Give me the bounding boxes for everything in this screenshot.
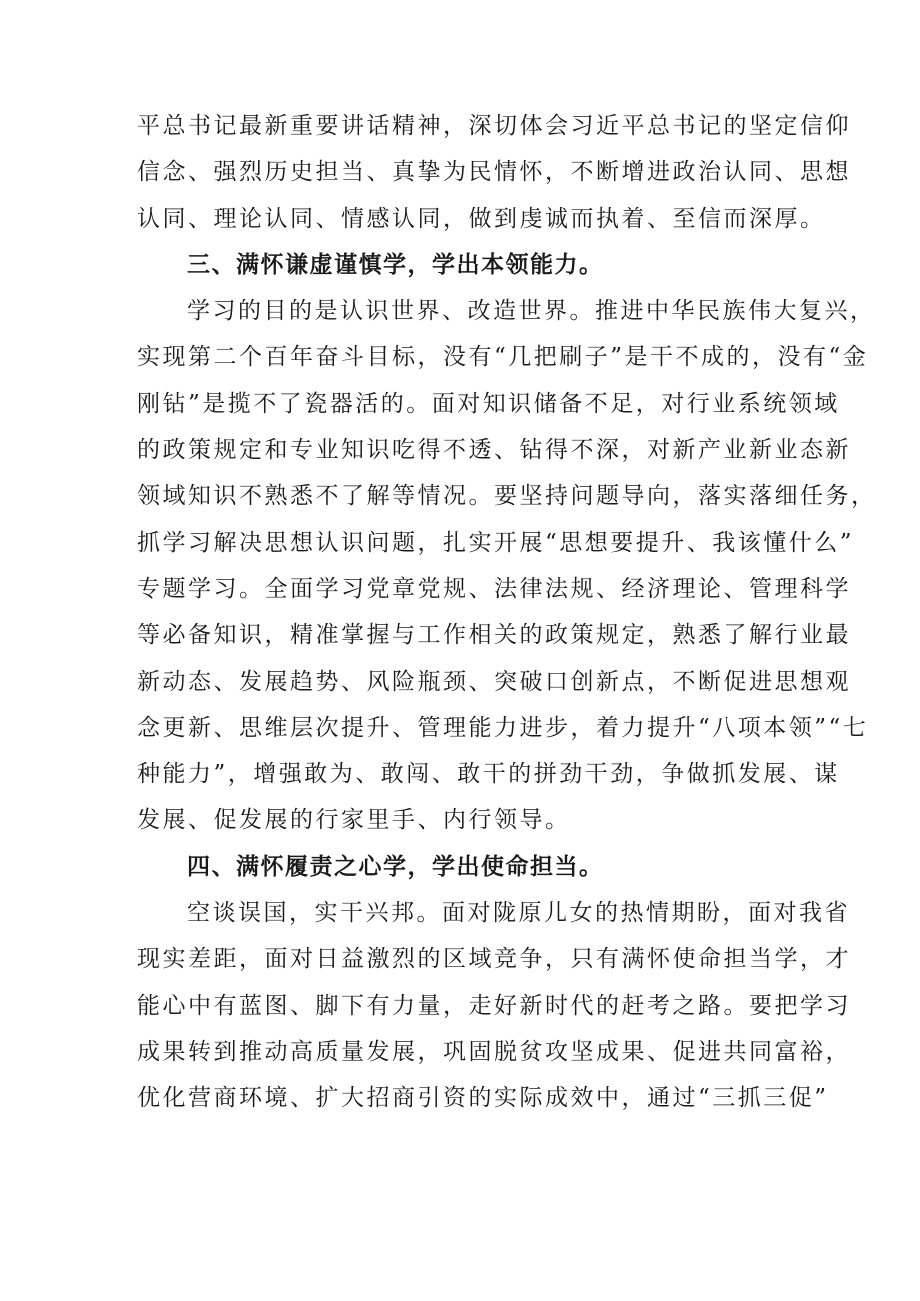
text-line: 刚钻”是揽不了瓷器活的。面对知识储备不足，对行业系统领域 (137, 390, 840, 417)
section-heading: 三、满怀谦虚谨慎学，学出本领能力。 (187, 251, 604, 278)
text-line: 信念、强烈历史担当、真挚为民情怀，不断增进政治认同、思想 (137, 159, 851, 186)
text-line: 种能力”，增强敢为、敢闯、敢干的拼劲干劲，争做抓发展、谋 (137, 761, 840, 788)
text-line: 空谈误国，实干兴邦。面对陇原儿女的热情期盼，面对我省 (187, 900, 850, 927)
body-paragraph (137, 890, 851, 1121)
section-heading: 四、满怀履责之心学，学出使命担当。 (187, 853, 604, 880)
text-line: 学习的目的是认识世界、改造世界。推进中华民族伟大复兴， (187, 298, 876, 325)
text-line: 优化营商环境、扩大招商引资的实际成效中，通过“三抓三促” (137, 1085, 829, 1112)
text-line: 抓学习解决思想认识问题，扎实开展“思想要提升、我该懂什么” (137, 529, 855, 556)
document-page (137, 103, 877, 1122)
text-line: 平总书记最新重要讲话精神，深切体会习近平总书记的坚定信仰 (137, 113, 851, 139)
body-paragraph (137, 288, 877, 844)
text-line: 成果转到推动高质量发展，巩固脱贫攻坚成果、促进共同富裕， (137, 1038, 851, 1065)
body-paragraph (137, 103, 851, 242)
text-line: 专题学习。全面学习党章党规、法律法规、经济理论、管理科学 (137, 575, 851, 602)
text-line: 领域知识不熟悉不了解等情况。要坚持问题导向，落实落细任务， (137, 483, 877, 510)
text-line: 发展、促发展的行家里手、内行领导。 (137, 807, 571, 834)
text-line: 实现第二个百年奋斗目标，没有“几把刷子”是干不成的，没有“金 (137, 344, 869, 371)
text-line: 能心中有蓝图、脚下有力量，走好新时代的赶考之路。要把学习 (137, 992, 851, 1019)
text-line: 认同、理论认同、情感认同，做到虔诚而执着、至信而深厚。 (137, 205, 826, 232)
text-line: 新动态、发展趋势、风险瓶颈、突破口创新点，不断促进思想观 (137, 668, 851, 695)
text-line: 等必备知识，精准掌握与工作相关的政策规定，熟悉了解行业最 (137, 622, 851, 649)
text-line: 现实差距，面对日益激烈的区域竞争，只有满怀使命担当学，才 (137, 946, 851, 973)
text-line: 念更新、思维层次提升、管理能力进步，着力提升“八项本领”“七 (137, 714, 869, 741)
text-line: 的政策规定和专业知识吃得不透、钻得不深，对新产业新业态新 (137, 437, 851, 464)
